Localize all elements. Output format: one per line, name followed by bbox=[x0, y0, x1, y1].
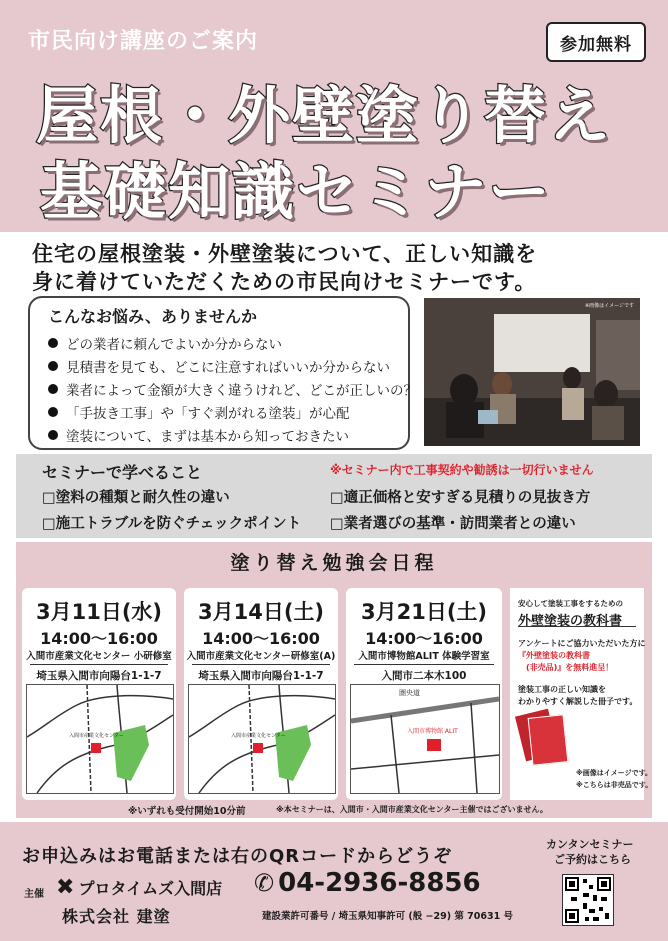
book-tag: 安心して塗装工事をするための bbox=[518, 599, 623, 608]
bullet-icon bbox=[48, 407, 58, 417]
learn-item: □適正価格と安すぎる見積りの見抜き方 bbox=[330, 490, 591, 506]
session-card bbox=[346, 588, 502, 800]
map-label: 入間市産業文化センター bbox=[69, 733, 124, 739]
bullet-icon bbox=[48, 430, 58, 440]
session-time: 14:00〜16:00 bbox=[202, 629, 320, 648]
book-text: アンケートにご協力いただいた方に bbox=[518, 639, 646, 648]
photo-caption: ※画像はイメージです bbox=[584, 303, 634, 309]
book-text: 塗装工事の正しい知識を bbox=[518, 685, 606, 694]
worries-title: こんなお悩み、ありませんか bbox=[48, 307, 257, 326]
free-badge: 参加無料 bbox=[546, 22, 646, 62]
qr-code[interactable] bbox=[562, 874, 614, 926]
brand-logo-icon: ✖ bbox=[56, 874, 75, 900]
divider bbox=[30, 664, 168, 665]
learn-item: □業者選びの基準・訪問業者との違い bbox=[330, 516, 576, 532]
session-address: 入間市二本木100 bbox=[381, 670, 467, 682]
license-text: 建設業許可番号 / 埼玉県知事許可 (般 −29) 第 70631 号 bbox=[262, 911, 514, 922]
learn-title: セミナーで学べること bbox=[42, 463, 203, 482]
book-image bbox=[528, 714, 569, 766]
qr-label: カンタンセミナー bbox=[546, 838, 634, 851]
session-date: 3月21日(土) bbox=[360, 600, 488, 624]
organizer-label: 主催 bbox=[24, 889, 44, 900]
brand-name: プロタイムズ入間店 bbox=[78, 879, 223, 898]
learn-item: □塗料の種類と耐久性の違い bbox=[42, 490, 230, 506]
worry-item: 塗装について、まずは基本から知っておきたい bbox=[48, 425, 349, 445]
apply-text: お申込みはお電話または右のQRコードからどうぞ bbox=[22, 846, 453, 867]
book-note: ※画像はイメージです。 bbox=[576, 769, 653, 777]
schedule-title: 塗り替え勉強会日程 bbox=[230, 552, 438, 574]
session-map bbox=[188, 684, 336, 794]
book-title: 外壁塗装の教科書 bbox=[518, 614, 623, 629]
session-venue: 入間市産業文化センター研修室(A) bbox=[186, 651, 336, 662]
session-address: 埼玉県入間市向陽台1-1-7 bbox=[198, 670, 324, 682]
book-text: (非売品)』を無料進呈！ bbox=[526, 663, 614, 672]
book-text: わかりやすく解説した冊子です。 bbox=[518, 697, 638, 706]
book-note: ※こちらは非売品です。 bbox=[576, 781, 653, 789]
qr-label: ご予約はこちら bbox=[554, 853, 631, 866]
bullet-icon bbox=[48, 384, 58, 394]
schedule-footnote-1: ※いずれも受付開始10分前 bbox=[128, 806, 246, 817]
worry-item: どの業者に頼んでよいか分からない bbox=[48, 333, 282, 353]
divider bbox=[192, 664, 330, 665]
session-time: 14:00〜16:00 bbox=[365, 629, 483, 648]
lead-line-1: 住宅の屋根塗装・外壁塗装について、正しい知識を bbox=[32, 242, 538, 266]
worry-item: 業者によって金額が大きく違うけれど、どこが正しいの？ bbox=[48, 379, 417, 399]
session-map bbox=[350, 684, 500, 794]
session-date: 3月11日(水) bbox=[35, 600, 163, 624]
learn-note: ※セミナー内で工事契約や勧誘は一切行いません bbox=[330, 463, 594, 477]
session-address: 埼玉県入間市向陽台1-1-7 bbox=[36, 670, 162, 682]
bullet-icon bbox=[48, 361, 58, 371]
schedule-footnote-2: ※本セミナーは、入間市・入間市産業文化センター主催ではございません。 bbox=[276, 805, 548, 814]
divider bbox=[518, 626, 636, 627]
session-venue: 入間市博物館ALIT 体験学習室 bbox=[358, 651, 490, 662]
divider bbox=[354, 664, 494, 665]
session-map bbox=[26, 684, 174, 794]
map-label: 入間市産業文化センター bbox=[231, 733, 286, 739]
title-line-2: 基礎知識セミナー bbox=[40, 155, 553, 228]
phone-icon: ✆ bbox=[254, 869, 275, 897]
book-card bbox=[510, 588, 653, 800]
session-date: 3月14日(土) bbox=[197, 600, 325, 624]
map-road-label: 圏央道 bbox=[399, 689, 420, 697]
company-name: 株式会社 建塗 bbox=[62, 907, 171, 926]
header-subtitle: 市民向け講座のご案内 bbox=[28, 29, 259, 54]
session-time: 14:00〜16:00 bbox=[40, 629, 158, 648]
session-card bbox=[184, 588, 338, 800]
brand bbox=[56, 876, 222, 899]
title-line-1: 屋根・外壁塗り替え bbox=[36, 79, 613, 152]
session-card bbox=[22, 588, 176, 800]
lead-line-2: 身に着けていただくための市民向けセミナーです。 bbox=[32, 270, 537, 294]
seminar-photo bbox=[424, 298, 640, 446]
bullet-icon bbox=[48, 338, 58, 348]
session-venue: 入間市産業文化センター 小研修室 bbox=[26, 651, 172, 662]
worry-item: 見積書を見ても、どこに注意すればいいか分からない bbox=[48, 356, 390, 376]
book-text: 『外壁塗装の教科書 bbox=[518, 651, 590, 660]
learn-item: □施工トラブルを防ぐチェックポイント bbox=[42, 516, 302, 532]
worry-item: 「手抜き工事」や「すぐ剥がれる塗装」が心配 bbox=[48, 402, 350, 422]
map-label: 入間市博物館 ALIT bbox=[407, 728, 458, 735]
phone-number[interactable]: ✆ 04-2936-8856 bbox=[254, 868, 481, 898]
